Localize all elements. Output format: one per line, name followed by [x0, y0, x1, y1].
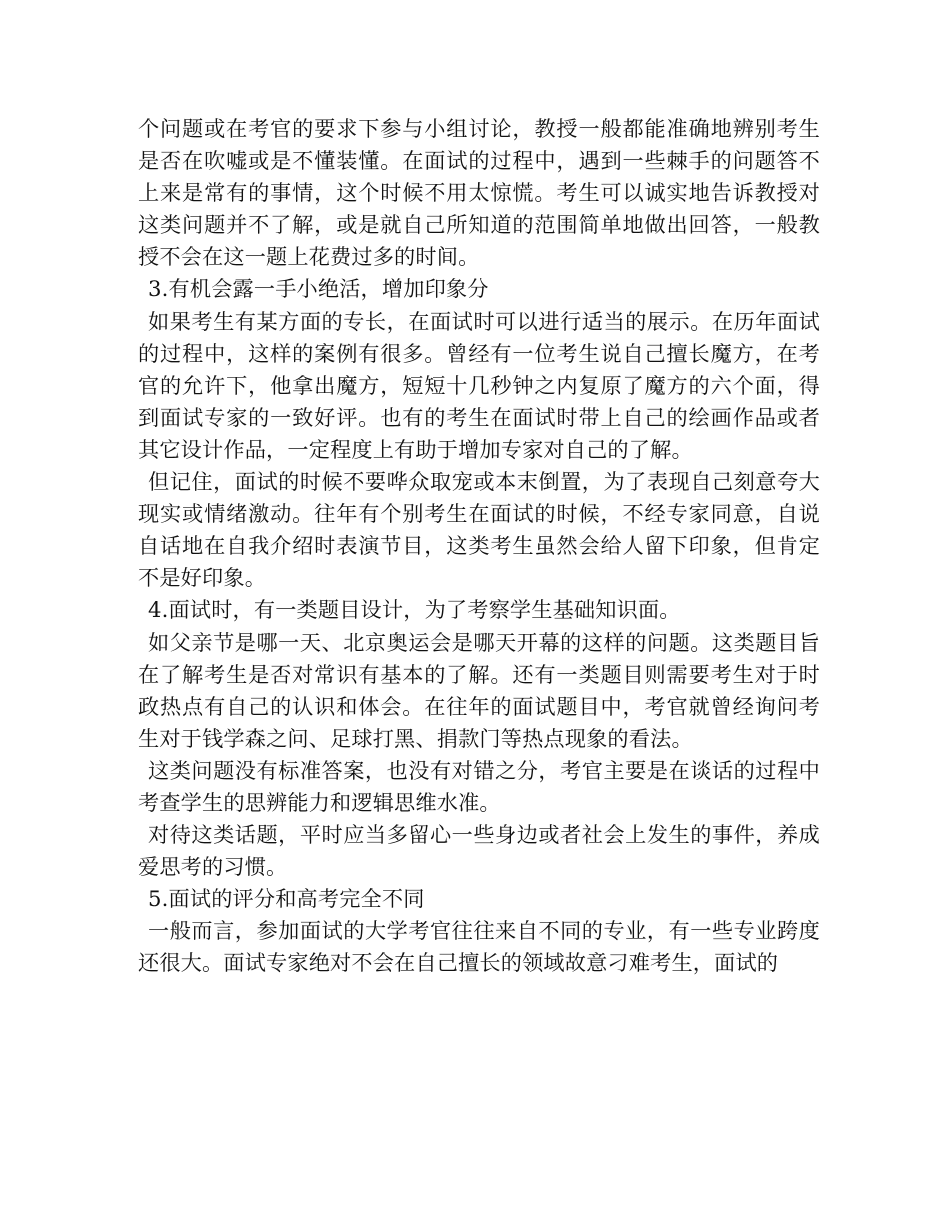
paragraph-scoring: 一般而言，参加面试的大学考官往往来自不同的专业，有一些专业跨度还很大。面试专家绝对不会在自己擅长的领域故意刁难考生，面试的 — [138, 918, 820, 976]
heading-scoring: 5.面试的评分和高考完全不同 — [148, 886, 425, 912]
heading-basic-knowledge: 4.面试时，有一类题目设计，为了考察学生基础知识面。 — [148, 597, 681, 623]
paragraph-caution: 但记住，面试的时候不要哗众取宠或本末倒置，为了表现自己刻意夸大现实或情绪激动。往年有个别考生在面试的时候，不经专家同意，自说自话地在自我介绍时表演节目，这类考生虽然会给人留下印象，但肯定不是好印象。 — [138, 469, 820, 591]
paragraph-no-standard-answer: 这类问题没有标准答案，也没有对错之分，考官主要是在谈话的过程中考查学生的思辨能力和逻辑思维水准。 — [138, 757, 820, 815]
paragraph-thinking-habit: 对待这类话题，平时应当多留心一些身边或者社会上发生的事件，养成爱思考的习惯。 — [138, 822, 820, 880]
heading-show-skill: 3.有机会露一手小绝活，增加印象分 — [148, 276, 489, 302]
paragraph-interview-questions: 个问题或在考官的要求下参与小组讨论，教授一般都能准确地辨别考生是否在吹嘘或是不懂装懂。在面试的过程中，遇到一些棘手的问题答不上来是常有的事情，这个时候不用太惊慌。考生可以诚实地告诉教授对这类问题并不了解，或是就自己所知道的范围简单地做出回答，一般教授不会在这一题上花费过多的时间。 — [138, 116, 820, 270]
paragraph-show-skill: 如果考生有某方面的专长，在面试时可以进行适当的展示。在历年面试的过程中，这样的案例有很多。曾经有一位考生说自己擅长魔方，在考官的允许下，他拿出魔方，短短十几秒钟之内复原了魔方的六个面，得到面试专家的一致好评。也有的考生在面试时带上自己的绘画作品或者其它设计作品，一定程度上有助于增加专家对自己的了解。 — [138, 308, 820, 462]
paragraph-basic-knowledge: 如父亲节是哪一天、北京奥运会是哪天开幕的这样的问题。这类题目旨在了解考生是否对常识有基本的了解。还有一类题目则需要考生对于时政热点有自己的认识和体会。在往年的面试题目中，考官就曾经询问考生对于钱学森之问、足球打黑、捐款门等热点现象的看法。 — [138, 629, 820, 751]
document-body — [138, 113, 820, 980]
